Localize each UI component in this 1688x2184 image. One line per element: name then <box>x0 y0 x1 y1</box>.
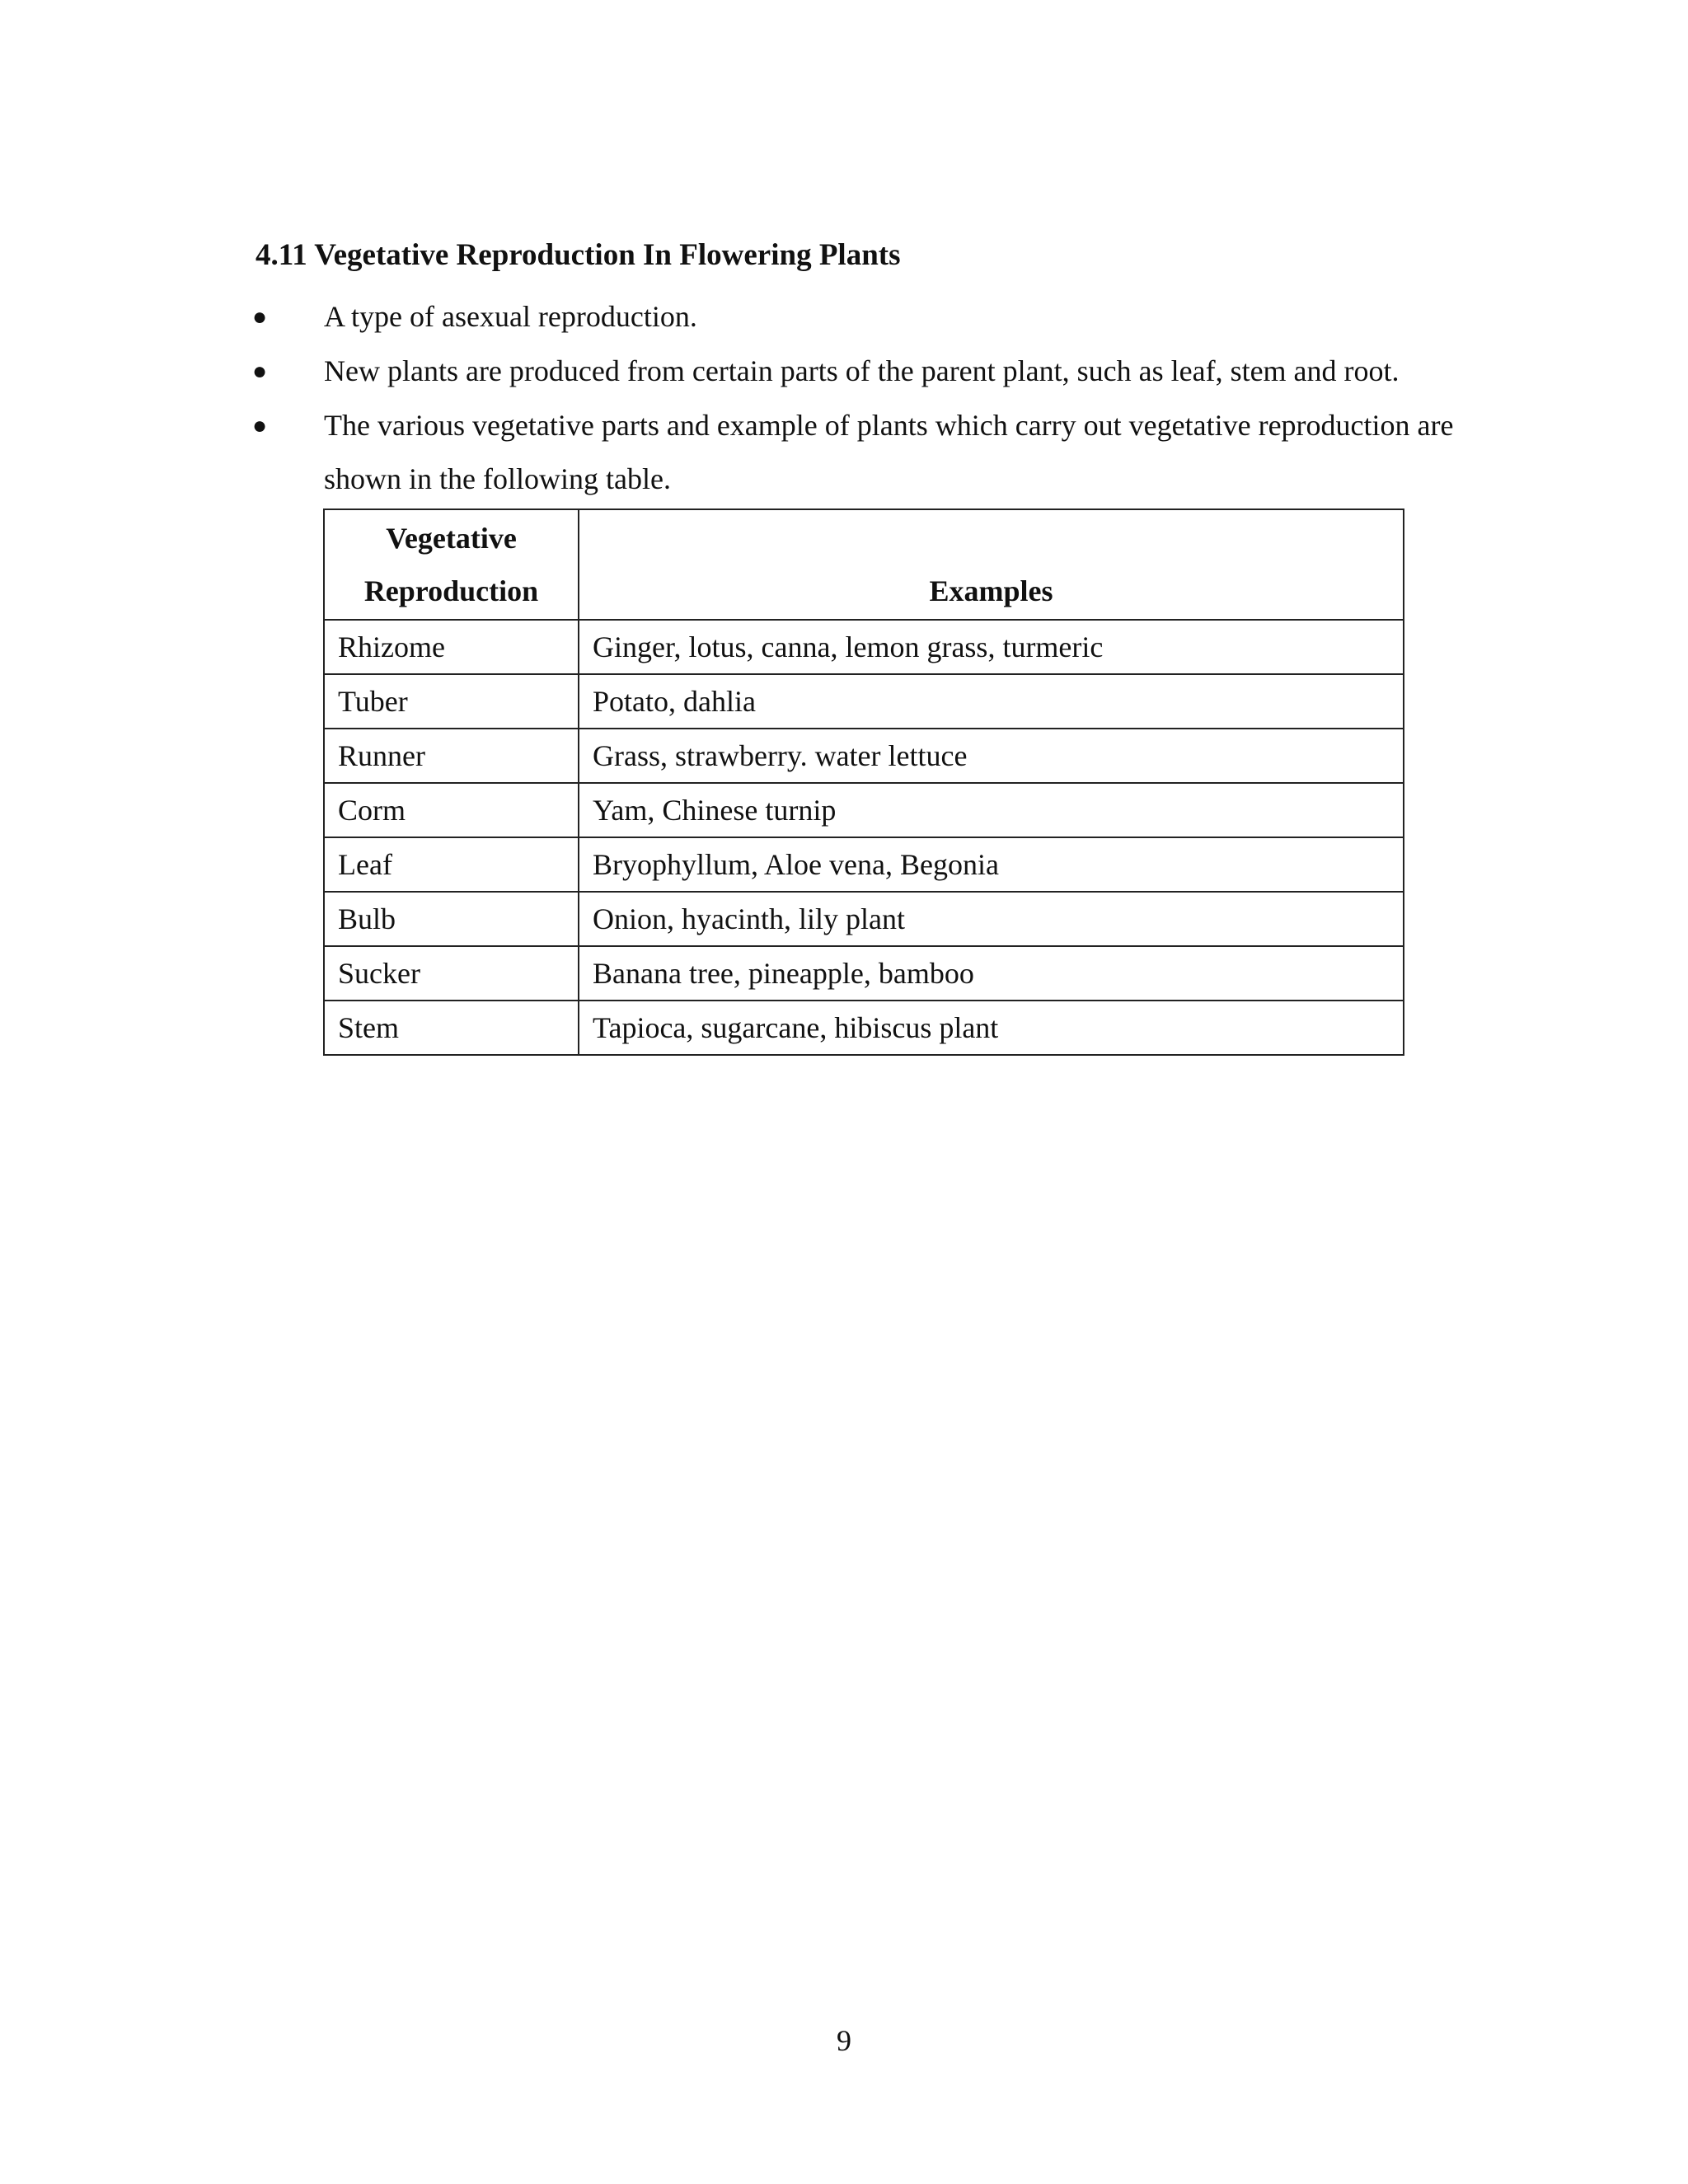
bullet-icon: ● <box>252 358 268 385</box>
cell-examples: Ginger, lotus, canna, lemon grass, turmeric <box>579 620 1404 674</box>
bullet-item <box>247 290 1467 344</box>
header-part-line2: Reproduction <box>363 574 539 607</box>
cell-part: Bulb <box>324 892 579 946</box>
vegetative-reproduction-table <box>323 509 1404 1056</box>
bullet-item <box>247 399 1467 506</box>
header-part-line1: Vegetative <box>386 522 517 555</box>
header-examples: Examples <box>579 509 1404 620</box>
cell-examples: Potato, dahlia <box>579 674 1404 729</box>
table-row <box>324 783 1404 837</box>
table-row <box>324 729 1404 783</box>
page-number: 9 <box>837 2024 851 2057</box>
cell-part: Rhizome <box>324 620 579 674</box>
header-vegetative-reproduction <box>324 509 579 620</box>
bullet-text: New plants are produced from certain parts of the parent plant, such as leaf, stem and root. <box>324 354 1400 387</box>
cell-part: Tuber <box>324 674 579 729</box>
bullet-icon: ● <box>252 303 268 330</box>
cell-part: Runner <box>324 729 579 783</box>
bullet-text: The various vegetative parts and example of plants which carry out vegetative reproduction are shown in the following table. <box>324 409 1454 495</box>
table-row <box>324 1001 1404 1055</box>
table-header-row <box>324 509 1404 620</box>
section-heading: 4.11 Vegetative Reproduction In Flowering Plants <box>256 238 901 272</box>
cell-examples: Onion, hyacinth, lily plant <box>579 892 1404 946</box>
cell-part: Corm <box>324 783 579 837</box>
cell-part: Leaf <box>324 837 579 892</box>
cell-part: Sucker <box>324 946 579 1001</box>
cell-examples: Bryophyllum, Aloe vena, Begonia <box>579 837 1404 892</box>
table-row <box>324 620 1404 674</box>
bullet-item <box>247 344 1467 398</box>
table-row <box>324 892 1404 946</box>
cell-examples: Grass, strawberry. water lettuce <box>579 729 1404 783</box>
bullet-text: A type of asexual reproduction. <box>324 300 697 333</box>
cell-examples: Tapioca, sugarcane, hibiscus plant <box>579 1001 1404 1055</box>
cell-examples: Banana tree, pineapple, bamboo <box>579 946 1404 1001</box>
cell-part: Stem <box>324 1001 579 1055</box>
bullet-list <box>247 290 1467 507</box>
table-row <box>324 946 1404 1001</box>
cell-examples: Yam, Chinese turnip <box>579 783 1404 837</box>
bullet-icon: ● <box>252 412 268 439</box>
table-row <box>324 837 1404 892</box>
table-row <box>324 674 1404 729</box>
